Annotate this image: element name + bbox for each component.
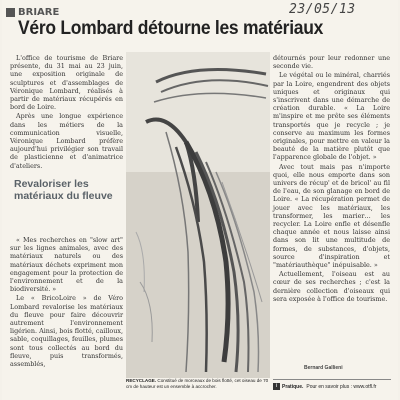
paragraph: Actuellement, l'oiseau est au cœur de ses recherches ; c'est la dernière collection d'oiseaux qui sera exposée à l'office de tourisme. <box>273 270 390 303</box>
divider <box>273 379 391 380</box>
paragraph: Après une longue expérience dans les métiers de la communication visuelle, Véronique Lombard préfère aujourd'hui privilégier son travail de plasticienne et d'animatrice d'ateliers. <box>10 112 123 170</box>
paragraph: Le « BricoLoire » de Véro Lombard revalorise les matériaux du fleuve pour faire découvrir autrement l'environnement ligérien. Ainsi, bois flotté, cailloux, sable, coquillages, feuilles, plumes sont tous collectés au bord du fleuve, puis transformés, assemblés, <box>10 294 123 369</box>
practical-label: Pratique. <box>282 383 304 390</box>
paragraph: Le végétal ou le minéral, charriés par la Loire, engendrent des objets uniques et originaux qui s'inscrivent dans une démarche de création durable. « La Loire m'inspire et me prête ses éléments transportés que je recycle ; je conserve au maximum les formes originales, pour mettre en valeur la beauté de la matière plutôt que l'apparence globale de l'objet. » <box>273 71 390 162</box>
driftwood-bird-image <box>126 52 270 382</box>
author-signature: Bernard Gallieni <box>304 365 343 371</box>
practical-info <box>273 383 391 390</box>
paragraph: L'office de tourisme de Briare présente, du 31 mai au 23 juin, une exposition originale de sculptures et d'assemblages de Véronique Lombard, réalisés à partir de matériaux récupérés en bord de Loire. <box>10 54 123 112</box>
subheading: Revaloriser les matériaux du fleuve <box>14 178 113 202</box>
column-3 <box>273 54 390 304</box>
handwritten-date: 23/05/13 <box>289 2 356 17</box>
practical-text: Pour en savoir plus : www.otfl.fr <box>306 383 377 390</box>
caption-label: RECYCLAGE. <box>126 378 157 383</box>
paragraph: détournés pour leur redonner une seconde vie. <box>273 54 390 71</box>
newspaper-clipping <box>2 0 398 400</box>
paragraph: « Mes recherches en "slow art" sur les lignes animales, avec des matériaux naturels ou des matériaux déchets expriment mon engagement pour la protection de l'environnement et de la biodiversité. » <box>10 236 123 294</box>
caption-text: Constitué de morceaux de bois flotté, cet oiseau de 70 cm de hauteur est un ensemble à accrocher. <box>126 378 269 389</box>
headline: Véro Lombard détourne les matériaux <box>18 18 324 39</box>
paragraph: Avec tout mais pas n'importe quoi, elle nous emporte dans son univers de récup' et de bricol' au fil de l'eau, de son glanage en bord de Loire. « La récupération permet de jouer avec les matériaux, les transformer, les marier… les recycler. La Loire enfle et désenfle chaque année et nous laisse ainsi dans son lit une multitude de formes, de substances, d'objets, source d'inspiration et "matériauthèque" inépuisable. » <box>273 162 390 270</box>
section-tag <box>6 6 59 18</box>
column-1-bottom <box>10 236 123 369</box>
info-icon: i <box>273 383 280 390</box>
column-1-top <box>10 54 123 171</box>
square-bullet-icon <box>6 8 15 17</box>
photo-caption <box>126 378 270 389</box>
section-tag-label: BRIARE <box>18 6 60 18</box>
sculpture-photo <box>126 52 270 382</box>
